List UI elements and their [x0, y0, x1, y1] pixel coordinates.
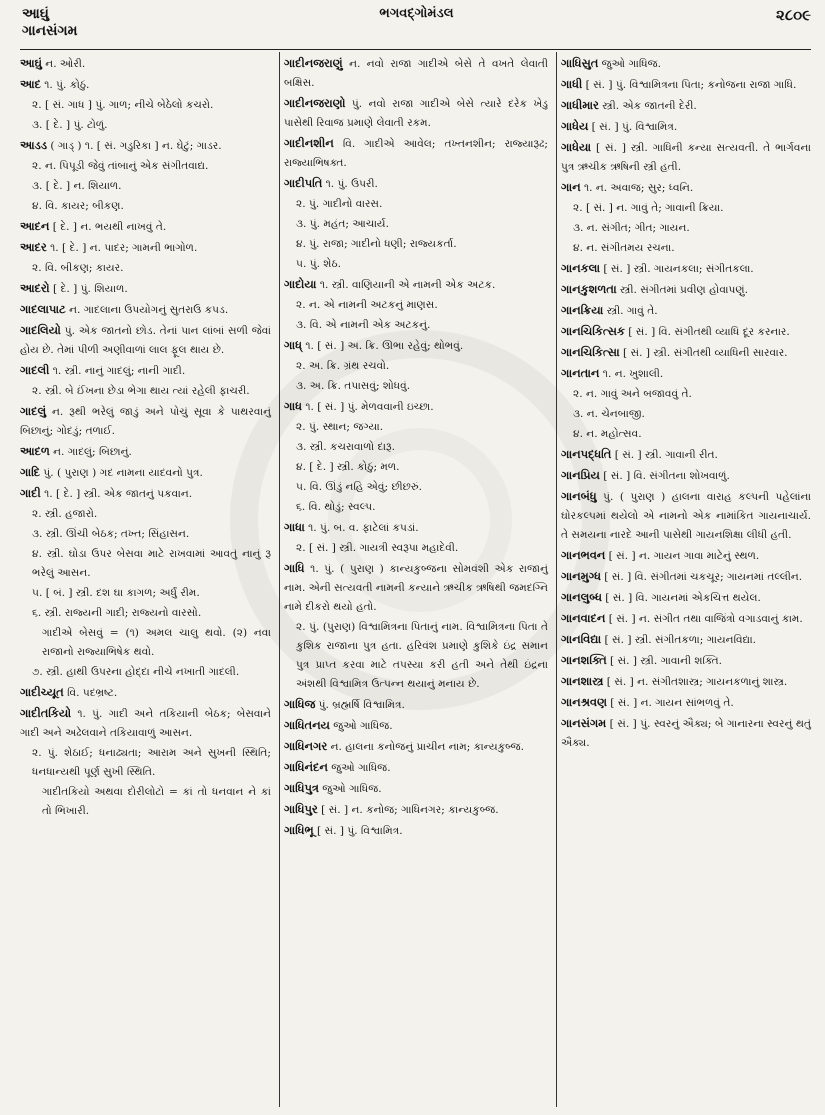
- entry-definition: [ સં. ] સ્ત્રી. ગાધિની કન્યા સત્યવતી. તે ભાર્ગવના પુત્ર ઋચીક ઋષિની સ્ત્રી હતી.: [561, 142, 811, 173]
- dictionary-entry: [20, 402, 271, 441]
- entry-definition: ન. હાલના કનોજનું પ્રાચીન નામ; કાન્યકુબ્જ.: [327, 741, 525, 753]
- entry-definition: ૩. ન. ચેનબાજી.: [573, 408, 645, 420]
- dictionary-entry: [20, 197, 271, 216]
- entry-headword: ગાનકુશળતા: [561, 282, 617, 296]
- dictionary-entry: [20, 157, 271, 176]
- dictionary-entry: [284, 215, 548, 234]
- header-rule: [20, 49, 811, 50]
- entry-definition: [ સં. ] ન. સંગીત તથા વાજિંત્રો વગાડવાનું કામ.: [605, 613, 803, 625]
- dictionary-entry: [561, 609, 811, 629]
- dictionary-entry: [561, 280, 811, 300]
- entry-headword: ગાનમુગ્ધ: [561, 569, 601, 583]
- dictionary-entry: [561, 630, 811, 650]
- dictionary-entry: [561, 714, 811, 753]
- entry-definition: ન. ગાદલું; બિછાનું.: [49, 446, 132, 458]
- dictionary-entry: [561, 178, 811, 198]
- dictionary-entry: [20, 54, 271, 74]
- dictionary-entry: [20, 604, 271, 623]
- entry-headword: ગાધિનંદન: [284, 760, 328, 774]
- dictionary-entry: [20, 505, 271, 524]
- dictionary-entry: [284, 800, 548, 820]
- entry-definition: ૬. સ્ત્રી. રાજ્યની ગાદી; રાજ્યનો વારસો.: [32, 607, 202, 619]
- entry-headword: ગાદલિયો: [20, 323, 61, 337]
- dictionary-entry: [284, 518, 548, 538]
- entry-headword: આઘું: [20, 56, 42, 70]
- dictionary-entry: [20, 545, 271, 583]
- entry-definition: ૨. પું. સ્થાન; જગ્યા.: [296, 421, 384, 433]
- dictionary-entry: [284, 438, 548, 457]
- dictionary-entry: [561, 239, 811, 258]
- entry-definition: ૩. સ્ત્રી. ઊંચી બેઠક; તખ્ત; સિંહાસન.: [32, 528, 190, 540]
- entry-definition: સ્ત્રી. સંગીતમાં પ્રવીણ હોવાપણું.: [616, 284, 748, 296]
- dictionary-entry: [284, 174, 548, 194]
- entry-headword: ગાદલાપાટ: [20, 302, 66, 316]
- entry-headword: ગાનચિકિત્સક: [561, 324, 625, 338]
- dictionary-entry: [284, 357, 548, 376]
- entry-headword: ગાધિનગર: [284, 739, 328, 753]
- entry-definition: [ સં. ] સ્ત્રી. ગાવાની શક્તિ.: [606, 655, 723, 667]
- entry-definition: [ સં. ] પું. વિશ્વામિત્ર.: [313, 825, 403, 837]
- entry-definition: ( ગાડ્ ) ૧. [ સં. ગડુરિકા ] ન. ઘેટું; ગાડર.: [47, 140, 222, 152]
- entry-definition: ૧. પું. ઉપરી.: [322, 178, 378, 190]
- entry-headword: ગાનક્રિયા: [561, 303, 604, 317]
- entry-headword: ગાધીમાર: [561, 98, 599, 112]
- dictionary-entry: [561, 322, 811, 342]
- dictionary-entry: [20, 744, 271, 782]
- entry-definition: ૧. [ સં. ] પું. મેળવવાની ઇચ્છા.: [301, 401, 434, 413]
- entry-definition: [ સં. ] ન. ગાયન ગાવા માટેનું સ્થળ.: [605, 550, 760, 562]
- entry-definition: ૫. [ બં. ] સ્ત્રી. દશ ઘા કાગળ; અર્ધું રીમ.: [32, 587, 200, 599]
- entry-definition: [ દે. ] પું. શિયાળ.: [49, 283, 128, 295]
- entry-definition: ૫. પું. શેઠ.: [296, 258, 342, 270]
- entry-headword: ગાનભવન: [561, 548, 606, 562]
- column-right: [561, 54, 815, 1106]
- entry-definition: [ સં. ] વિ. સંગીતથી વ્યાધિ દૂર કરનાર.: [624, 326, 790, 338]
- entry-definition: ૨. ન. પિપૂડી જેવું તાંબાનું એક સંગીતવાદ્ય.: [32, 160, 209, 172]
- dictionary-entry: [284, 235, 548, 254]
- entry-headword: ગાદલી: [20, 363, 50, 377]
- entry-definition: જુઓ ગાધિજ.: [318, 783, 382, 795]
- dictionary-entry: [20, 584, 271, 603]
- entry-definition: ૪. વિ. કાયર; બીકણ.: [32, 200, 124, 212]
- dictionary-entry: [561, 425, 811, 444]
- entry-headword: ગાનશક્તિ: [561, 653, 607, 667]
- entry-definition: ગાદીતકિયો અથવા દોરીલોટો = કાં તો ધનવાન ને કાં તો ભિખારી.: [42, 786, 271, 817]
- entry-headword: ગાધિતનય: [284, 718, 330, 732]
- entry-definition: [ સં. ] ન. સંગીતશાસ્ત્ર; ગાયનકળાનું શાસ્ત્ર.: [603, 676, 788, 688]
- dictionary-entry: [284, 275, 548, 295]
- dictionary-entry: [20, 217, 271, 237]
- entry-definition: [ સં. ] સ્ત્રી. ગાવાની રીત.: [611, 449, 718, 461]
- entry-headword: ગાદીનજરાણો: [284, 96, 346, 110]
- entry-headword: ગાદીચ્યૂત: [20, 685, 64, 699]
- entry-definition: [ સં. ] પું. વિશ્વામિત્રના પિતા; કનોજના રાજા ગાધિ.: [582, 79, 797, 91]
- entry-headword: ગાધિજ: [284, 697, 316, 711]
- entry-headword: ગાધેયા: [561, 140, 592, 154]
- entry-headword: ગાધિ: [284, 561, 305, 575]
- entry-headword: ગાદોયા: [284, 277, 317, 291]
- dictionary-entry: [561, 199, 811, 218]
- entry-headword: ગાધિભૂ: [284, 823, 314, 837]
- entry-definition: ૫. વિ. ઊંડું નહિ એવું; છીછરું.: [296, 481, 422, 493]
- entry-definition: [ સં. ] સ્ત્રી. સંગીતકળા; ગાયનવિદ્યા.: [601, 634, 757, 646]
- entry-definition: ૧. ન. અવાજ; સુર; ધ્વનિ.: [580, 182, 694, 194]
- entry-headword: ગાદીપતિ: [284, 176, 323, 190]
- entry-definition: [ સં. ] ન. કનોજ; ગાધિનગર; કાન્યકુબ્જ.: [317, 804, 499, 816]
- entry-definition: ૩. અ. ક્રિ. તપાસવું; શોધવું.: [296, 380, 411, 392]
- entry-definition: ૪. [ દે. ] સ્ત્રી. કોઠું; મળ.: [296, 461, 400, 473]
- entry-headword: ગાધ: [284, 399, 302, 413]
- entry-definition: ન. નવો રાજા ગાદીએ બેસે તે વખતે લેવાતી બક્ષિસ.: [284, 58, 548, 89]
- dictionary-entry: [20, 783, 271, 821]
- entry-definition: ન. રૂથી ભરેલું જાડું અને પોચું સૂવા કે પાથરવાનું બિછાનું; ગોદડું; તળાઈ.: [20, 406, 271, 437]
- dictionary-entry: [561, 672, 811, 692]
- entry-headword: ગાધિપુર: [284, 802, 318, 816]
- dictionary-entry: [20, 259, 271, 278]
- entry-definition: ૪. ન. મહોત્સવ.: [573, 428, 642, 440]
- entry-definition: ૩. [ દે. ] પું. ટોળું.: [32, 119, 108, 131]
- entry-definition: ૩. [ દે. ] ન. શિયાળ.: [32, 180, 122, 192]
- dictionary-entry: [20, 321, 271, 360]
- dictionary-entry: [284, 418, 548, 437]
- guide-word-last: ગાનસંગમ: [22, 23, 78, 39]
- entry-definition: ૨. સ્ત્રી. બે ઈંખના છેડા ભેગા થાય ત્યાં રહેલી ફાચરી.: [32, 385, 250, 397]
- dictionary-entry: [284, 94, 548, 133]
- dictionary-entry: [561, 466, 811, 486]
- dictionary-entry: [561, 96, 811, 116]
- entry-definition: ૭. સ્ત્રી. હાથી ઉપરના હોદ્દા નીચે નખાતી ગાદલી.: [32, 666, 240, 678]
- dictionary-entry: [20, 300, 271, 320]
- entry-definition: ૩. સ્ત્રી. કચરાવાળો દારૂ.: [296, 441, 396, 453]
- dictionary-entry: [284, 821, 548, 841]
- book-title: ભગવદ્ગોમંડલ: [379, 6, 454, 21]
- entry-headword: ગાનવિદ્યા: [561, 632, 602, 646]
- entry-definition: ૨. સ્ત્રી. હજારો.: [32, 508, 98, 520]
- entry-definition: પું. નવો રાજા ગાદીએ બેસે ત્યારે દરેક ખેડુ પાસેથી રિવાજ પ્રમાણે લેવાતી રકમ.: [284, 98, 548, 129]
- entry-definition: [ સં. ] ન. ગાયન સાંભળવું તે.: [606, 697, 734, 709]
- entry-definition: ૨. ન. એ નામની અટકનું માણસ.: [296, 299, 438, 311]
- dictionary-entry: [561, 117, 811, 137]
- entry-definition: પું. ( પુરાણ ) ગદ નામના યાદવનો પુત્ર.: [40, 467, 203, 479]
- dictionary-entry: [20, 704, 271, 743]
- page-number: ૨૮૦૯: [776, 6, 811, 24]
- entry-definition: વિ. પદભ્રષ્ટ.: [63, 687, 118, 699]
- dictionary-entry: [561, 219, 811, 238]
- dictionary-entry: [20, 279, 271, 299]
- entry-headword: ગાનશ્રવણ: [561, 695, 607, 709]
- entry-headword: ગાદિ: [20, 465, 41, 479]
- column-left: [20, 54, 275, 1106]
- dictionary-entry: [284, 618, 548, 694]
- entry-definition: સ્ત્રી. ગાવું તે.: [603, 305, 658, 317]
- entry-headword: ગાનવાદન: [561, 611, 606, 625]
- entry-headword: ગાધી: [561, 77, 583, 91]
- dictionary-entry: [20, 463, 271, 483]
- entry-headword: ગાનબંધુ: [561, 489, 597, 503]
- entry-definition: [ સં. ] વિ. સંગીતના શોખવાળું.: [599, 470, 730, 482]
- dictionary-entry: [561, 138, 811, 177]
- column-divider-2: [556, 52, 557, 1107]
- entry-definition: ૧. [ દે. ] સ્ત્રી. એક જાતનું પકવાન.: [40, 488, 193, 500]
- dictionary-entry: [561, 54, 811, 74]
- dictionary-entry: [284, 377, 548, 396]
- dictionary-entry: [284, 559, 548, 617]
- entry-definition: ૨. [ સં. ] ન. ગાવું તે; ગાવાની ક્રિયા.: [573, 202, 724, 214]
- entry-headword: ગાદીનજરાણું: [284, 56, 343, 70]
- entry-definition: [ સં. ] પું. વિશ્વામિત્ર.: [588, 121, 678, 133]
- entry-headword: આદ: [20, 77, 41, 91]
- dictionary-entry: [284, 716, 548, 736]
- entry-definition: જુઓ ગાધિજ.: [327, 762, 391, 774]
- entry-headword: આદર: [20, 240, 47, 254]
- entry-headword: ગાનશાસ્ત્ર: [561, 674, 604, 688]
- column-divider-1: [279, 52, 280, 1107]
- dictionary-entry: [561, 567, 811, 587]
- entry-definition: પું. એક જાતનો છોડ. તેનાં પાન લાંબાં સળી જેવાં હોય છે. તેમાં પીળી અણીવાળાં લાલ ફૂલ થાય છે.: [20, 325, 271, 356]
- dictionary-entry: [561, 487, 811, 545]
- dictionary-entry: [284, 336, 548, 356]
- dictionary-entry: [284, 134, 548, 173]
- dictionary-entry: [561, 385, 811, 404]
- dictionary-entry: [20, 484, 271, 504]
- dictionary-entry: [284, 737, 548, 757]
- entry-headword: ગાદલું: [20, 404, 47, 418]
- entry-definition: સ્ત્રી. એક જાતની દેરી.: [598, 100, 697, 112]
- dictionary-entry: [561, 75, 811, 95]
- entry-headword: ગાધ્: [284, 338, 302, 352]
- entry-definition: ૨. પું. શેઠાઈ; ધનાઢ્યતા; આરામ અને સુખની સ્થિતિ; ધનધાન્યથી પૂર્ણ સુખી સ્થિતિ.: [32, 747, 271, 778]
- entry-definition: ૨. પું. (પુરાણ) વિશ્વામિત્રના પિતાનું નામ. વિશ્વામિત્રના પિતા તે કુશિક રાજાના પુત્ર હતા. હરિવંશ પ્રમાણે કુશિકે ઇંદ્ર સમાન પુત્ર પ્રાપ્ત કરવા માટે તપસ્યા કરી હતી અને તેથી ઇંદ્રના અંશથી વિશ્વામિત્ર ઉત્પન્ન થયાનું મનાય છે.: [296, 621, 548, 690]
- entry-headword: ગાધા: [284, 520, 305, 534]
- entry-headword: આદળ: [20, 444, 50, 458]
- dictionary-entry: [20, 361, 271, 381]
- entry-definition: ૧. ન. ખુશાલી.: [599, 368, 664, 380]
- guide-word-first: આઘું: [22, 6, 49, 22]
- dictionary-entry: [284, 478, 548, 497]
- dictionary-entry: [20, 663, 271, 682]
- dictionary-entry: [561, 364, 811, 384]
- entry-headword: ગાધેય: [561, 119, 589, 133]
- dictionary-entry: [284, 316, 548, 335]
- entry-headword: આદન: [20, 219, 50, 233]
- dictionary-entry: [20, 525, 271, 544]
- entry-definition: ૨. [ સં. ગાધ ] પું. ગાળ; નીચે બેઠેલો કચરો.: [32, 99, 214, 111]
- entry-definition: વિ. ગાદીએ આવેલ; તખ્તનશીન; રાજ્યારૂઢ; રાજ્યાભિષક્ત.: [284, 138, 548, 169]
- entry-headword: આદરો: [20, 281, 50, 295]
- dictionary-entry: [284, 54, 548, 93]
- dictionary-entry: [20, 177, 271, 196]
- dictionary-entry: [561, 445, 811, 465]
- entry-definition: ૪. પું. રાજા; ગાદીનો ધણી; રાજ્યકર્તા.: [296, 238, 457, 250]
- entry-definition: ૨. વિ. બીકણ; કાયર.: [32, 262, 124, 274]
- entry-definition: ૬. વિ. થોડું; સ્વલ્પ.: [296, 501, 376, 513]
- entry-headword: ગાનપદ્ધતિ: [561, 447, 612, 461]
- dictionary-entry: [561, 588, 811, 608]
- dictionary-entry: [20, 96, 271, 115]
- page-header: [22, 6, 811, 46]
- dictionary-entry: [561, 259, 811, 279]
- dictionary-entry: [284, 195, 548, 214]
- entry-definition: ૨. [ સં. ] સ્ત્રી. ગાયત્રી સ્વરૂપા મહાદેવી.: [296, 542, 459, 554]
- dictionary-entry: [20, 75, 271, 95]
- entry-headword: ગાનસંગમ: [561, 716, 607, 730]
- dictionary-entry: [284, 695, 548, 715]
- dictionary-entry: [284, 397, 548, 417]
- entry-definition: ૩. વિ. એ નામની એક અટકનું.: [296, 319, 431, 331]
- dictionary-entry: [561, 301, 811, 321]
- entry-definition: [ સં. ] સ્ત્રી. સંગીતથી વ્યાધિની સારવાર.: [619, 347, 788, 359]
- entry-headword: ગાનચિકિત્સા: [561, 345, 620, 359]
- dictionary-entry: [20, 116, 271, 135]
- dictionary-entry: [20, 442, 271, 462]
- entry-definition: ૩. ન. સંગીત; ગીત; ગાયન.: [573, 222, 690, 234]
- dictionary-entry: [561, 405, 811, 424]
- entry-definition: ન. ઓરી.: [41, 58, 86, 70]
- dictionary-entry: [284, 498, 548, 517]
- entry-definition: પું. બ્રહ્મર્ષિ વિશ્વામિત્ર.: [315, 699, 405, 711]
- entry-definition: ૪. ન. સંગીતમય રચના.: [573, 242, 675, 254]
- dictionary-entry: [284, 255, 548, 274]
- dictionary-entry: [20, 624, 271, 662]
- dictionary-entry: [284, 458, 548, 477]
- entry-definition: ૨. અ. ક્રિ. ગ્રંથ રચવો.: [296, 360, 390, 372]
- dictionary-entry: [561, 693, 811, 713]
- dictionary-entry: [284, 539, 548, 558]
- entry-headword: ગાધિસુત: [561, 56, 599, 70]
- dictionary-entry: [284, 779, 548, 799]
- entry-definition: ૧. સ્ત્રી. નાનું ગાદલું; નાની ગાદી.: [49, 365, 186, 377]
- dictionary-entry: [561, 651, 811, 671]
- entry-definition: ૧. પું. બ. વ. ફાટેલાં કપડાં.: [304, 522, 419, 534]
- dictionary-entry: [561, 343, 811, 363]
- entry-headword: ગાદીતકિયો: [20, 706, 72, 720]
- entry-headword: ગાનપ્રિય: [561, 468, 600, 482]
- entry-definition: ૨. પું. ગાદીનો વારસ.: [296, 198, 383, 210]
- dictionary-entry: [20, 136, 271, 156]
- dictionary-entry: [284, 296, 548, 315]
- dictionary-entry: [561, 546, 811, 566]
- entry-definition: [ દે. ] ન. ભયથી નાખવું તે.: [49, 221, 167, 233]
- entry-definition: ૧. સ્ત્રી. વાણિયાની એ નામની એક અટક.: [316, 279, 496, 291]
- entry-headword: ગાદી: [20, 486, 41, 500]
- entry-definition: જુઓ ગાધિજ.: [598, 58, 661, 70]
- entry-headword: આડડ: [20, 138, 47, 152]
- entry-definition: ગાદીએ બેસવું = (૧) અમલ ચાલુ થવો. (૨) નવા રાજાનો રાજ્યાભિષેક થવો.: [42, 627, 271, 658]
- dictionary-entry: [284, 758, 548, 778]
- entry-definition: ૩. પું. મહંત; આચાર્ય.: [296, 218, 389, 230]
- entry-definition: [ સં. ] સ્ત્રી. ગાયનકલા; સંગીતકલા.: [600, 263, 754, 275]
- entry-definition: ૧. [ દે. ] ન. પાદર; ગામની ભાગોળ.: [46, 242, 198, 254]
- entry-definition: ૨. ન. ગાવું અને બજાવવું તે.: [573, 388, 692, 400]
- entry-definition: ન. ગાદલાના ઉપયોગનું સુતરાઉ કપડ.: [65, 304, 229, 316]
- entry-definition: ૧. પું. કોઠું.: [40, 79, 90, 91]
- entry-definition: [ સં. ] વિ. ગાયનમાં એકચિત્ત થયેલ.: [601, 592, 761, 604]
- entry-definition: પું. ( પુરાણ ) હાલના વારાહ કલ્પની પહેલાંના ઘોરકલ્પમાં થયેલો એ નામનો એક નામાંકિત ગાયનાચાર્ય. તે સમયના નારદે આની પાસેથી ગાયનશિક્ષા લીધી હતી.: [561, 491, 811, 541]
- entry-definition: [ સં. ] વિ. સંગીતમાં ચકચૂર; ગાયનમાં તલ્લીન.: [600, 571, 803, 583]
- entry-definition: [ સં. ] પું. સ્વરનું ઐક્ય; બે ગાનારના સ્વરનું થતું ઐક્ય.: [561, 718, 811, 749]
- entry-definition: જુઓ ગાધિજ.: [329, 720, 393, 732]
- entry-headword: ગાનતાન: [561, 366, 600, 380]
- dictionary-entry: [20, 382, 271, 401]
- column-middle: [284, 54, 552, 1106]
- entry-definition: ૧. [ સં. ] અ. ક્રિ. ઊભા રહેવું; થોભવું.: [301, 340, 464, 352]
- entry-headword: ગાનકલા: [561, 261, 601, 275]
- entry-definition: ૧. પું. ગાદી અને તકિયાની બેઠક; બેસવાને ગાદી અને અઢેલવાને તકિયાવાળું આસન.: [20, 708, 271, 739]
- entry-headword: ગાદીનશીન: [284, 136, 334, 150]
- entry-headword: ગાન: [561, 180, 581, 194]
- dictionary-entry: [20, 683, 271, 703]
- entry-headword: ગાનલુબ્ધ: [561, 590, 602, 604]
- dictionary-entry: [20, 238, 271, 258]
- entry-headword: ગાધિપુત્ર: [284, 781, 319, 795]
- entry-definition: ૧. પું. ( પુરાણ ) કાન્યકુબ્જના સોમવંશી એક રાજાનું નામ. એની સત્યવતી નામની કન્યાને ઋચીક ઋષિથી જમદગ્નિ નામે દીકરો થયો હતો.: [284, 563, 548, 613]
- entry-definition: ૪. સ્ત્રી. ઘોડા ઉપર બેસવા માટે રાખવામાં આવતું નાનું રૂ ભરેલું આસન.: [32, 548, 271, 579]
